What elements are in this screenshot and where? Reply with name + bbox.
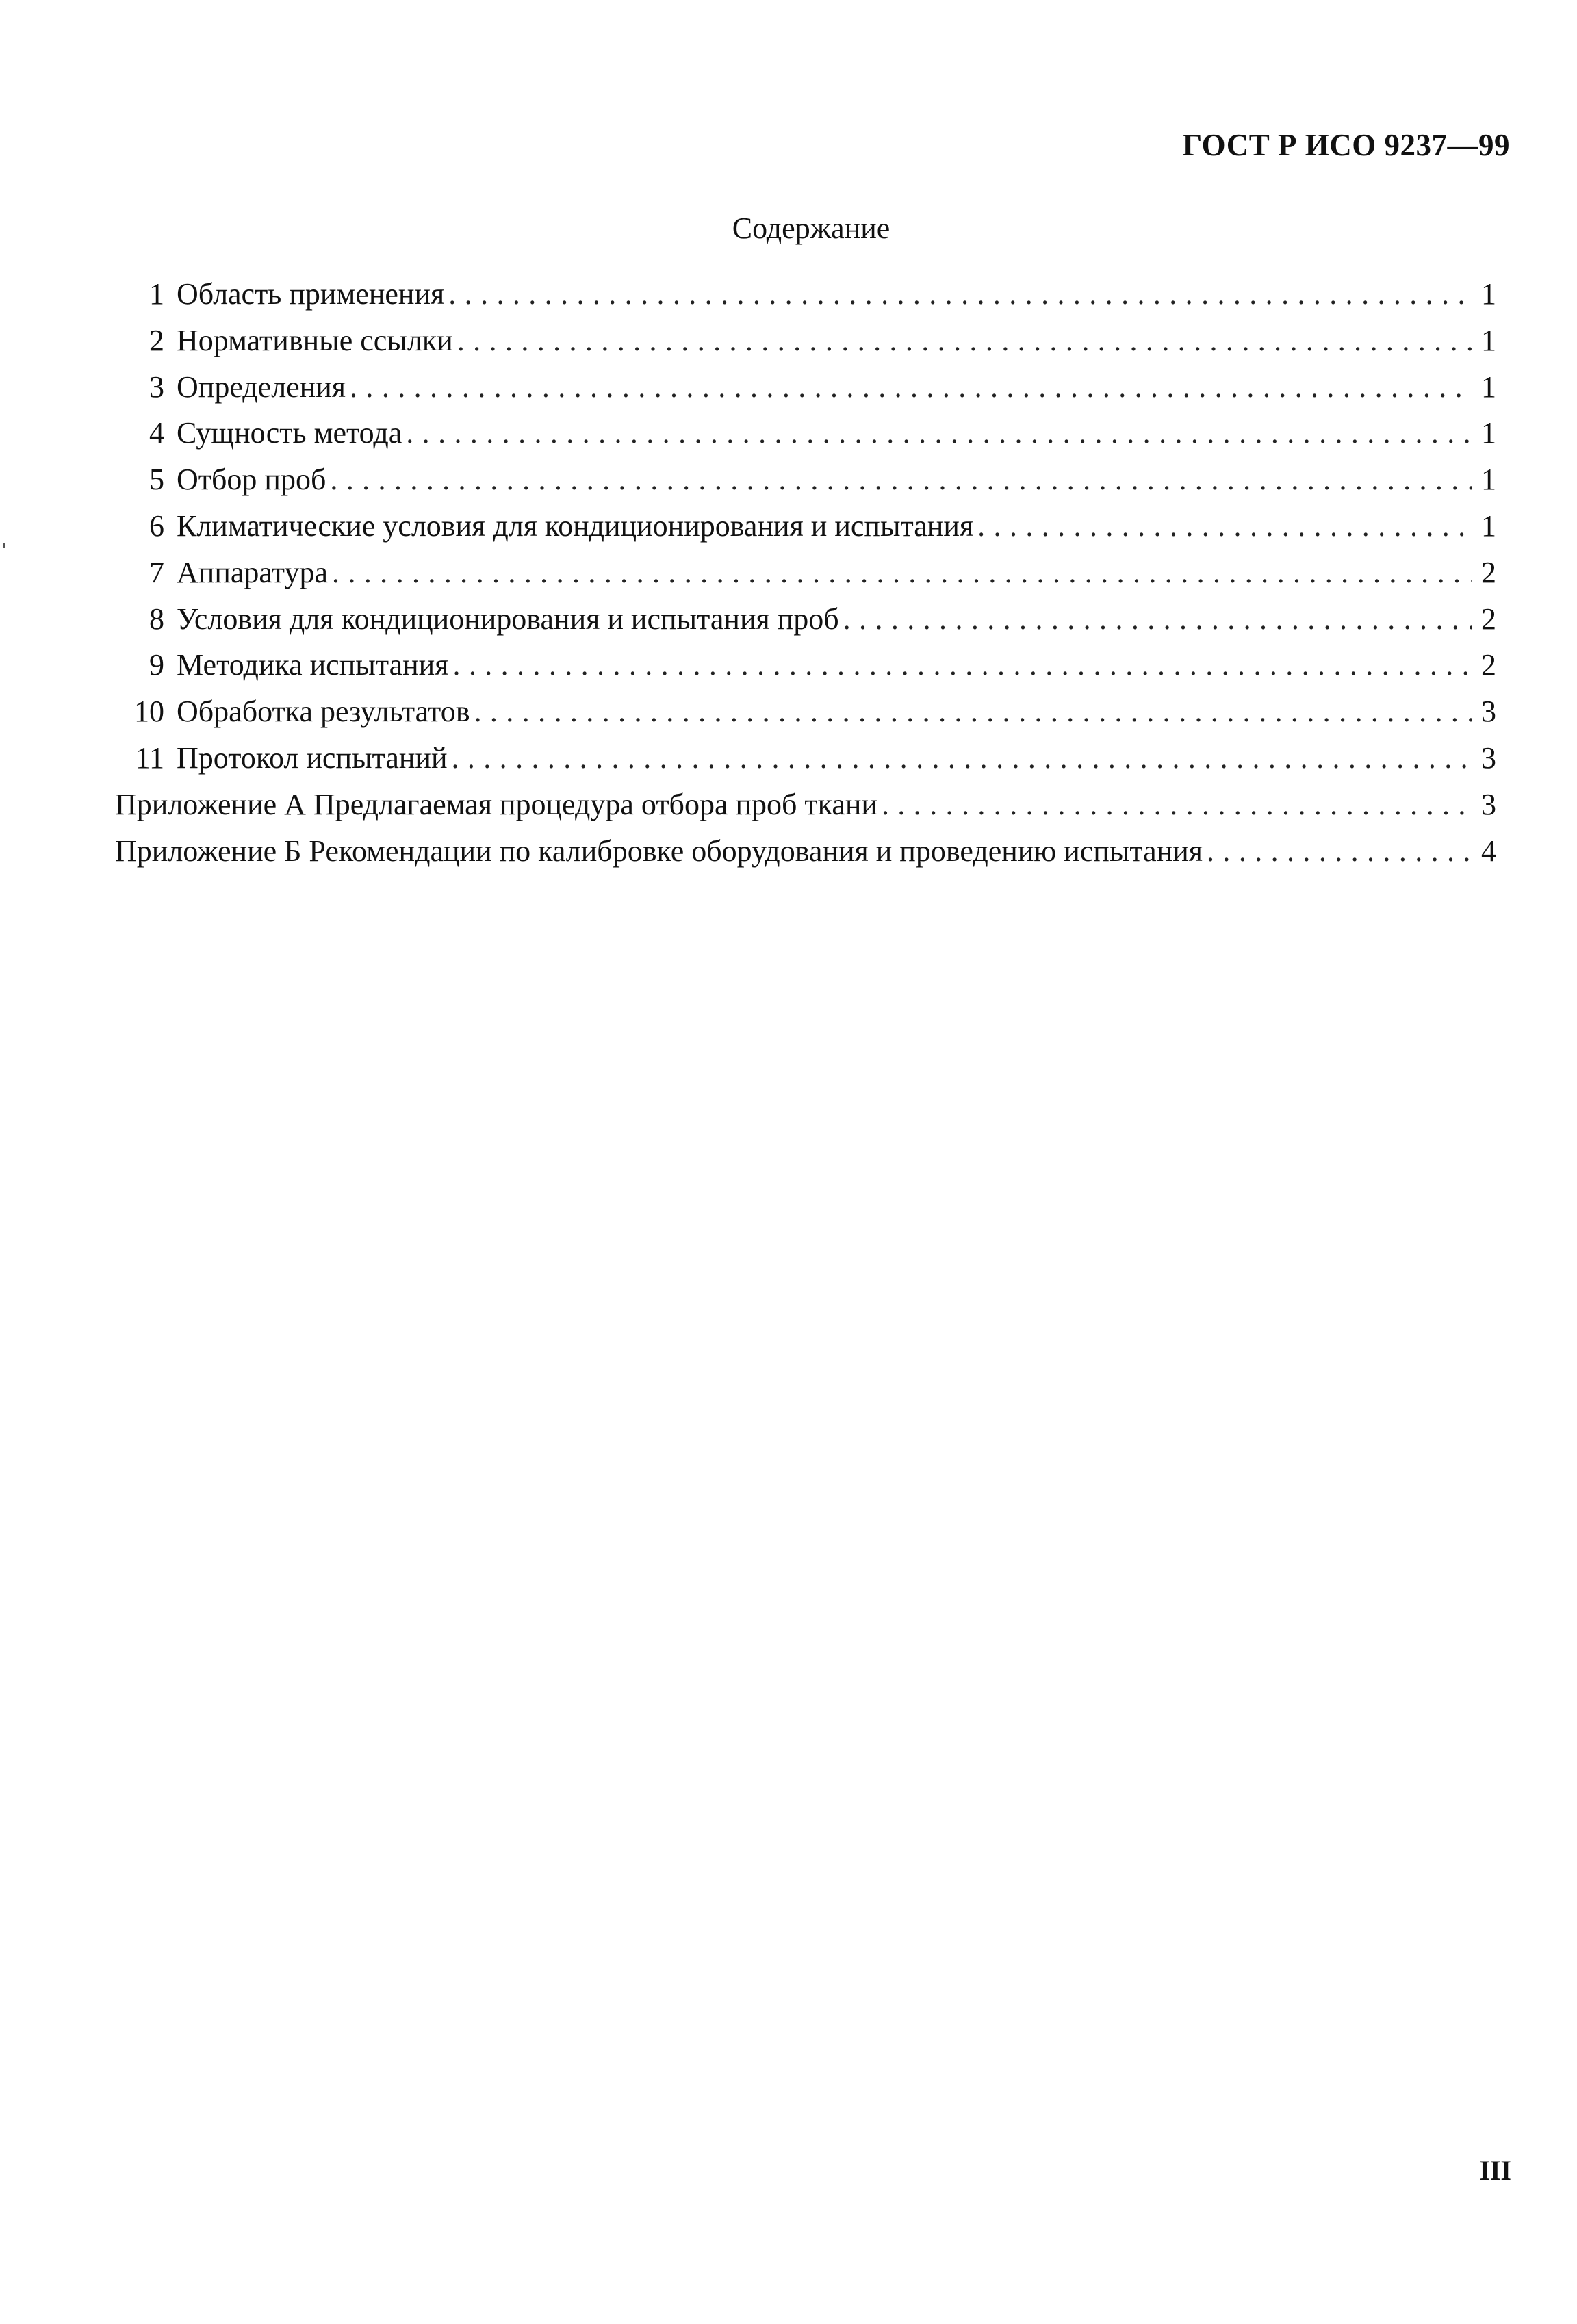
toc-entry-number: 6 <box>149 508 164 543</box>
toc-entry-title: Климатические условия для кондиционирования и испытания <box>177 508 974 543</box>
toc-appendix-entry[interactable] <box>115 782 1496 828</box>
toc-entry-number: 1 <box>149 277 164 311</box>
toc-entry[interactable] <box>115 550 1496 596</box>
toc-entry[interactable] <box>115 596 1496 643</box>
toc-entry-number: 2 <box>149 323 164 357</box>
toc-entry-title: Отбор проб <box>177 463 326 497</box>
toc-entry-title: Определения <box>177 370 346 404</box>
toc-entry-title: Аппаратура <box>177 555 328 589</box>
toc-dot-leader <box>977 503 1472 550</box>
toc-dot-leader <box>451 735 1472 782</box>
toc-entry-title: Протокол испытаний <box>177 740 448 775</box>
toc-dot-leader <box>474 688 1472 735</box>
toc-dot-leader <box>406 410 1472 456</box>
document-code: ГОСТ Р ИСО 9237—99 <box>1182 128 1510 162</box>
toc-entry-number: 8 <box>149 602 164 636</box>
toc-entry-title: Область применения <box>177 277 445 311</box>
toc-entry-number: 4 <box>149 416 164 450</box>
toc-entry-page: 2 <box>1481 602 1496 636</box>
toc-appendix-entry[interactable] <box>115 828 1496 875</box>
toc-entry-page: 1 <box>1481 416 1496 450</box>
page-number: III <box>1479 2155 1511 2186</box>
toc-entry-page: 3 <box>1481 787 1496 821</box>
toc-entry-page: 4 <box>1481 834 1496 868</box>
toc-entry[interactable] <box>115 735 1496 782</box>
toc-entry-page: 1 <box>1481 463 1496 497</box>
toc-entry-title: Сущность метода <box>177 416 402 450</box>
toc-entry-page: 2 <box>1481 555 1496 589</box>
toc-entry[interactable] <box>115 318 1496 364</box>
toc-entry-page: 3 <box>1481 695 1496 729</box>
toc-dot-leader <box>350 364 1472 411</box>
toc-entry-number: 10 <box>134 695 164 729</box>
toc-entry-page: 1 <box>1481 323 1496 357</box>
toc-entry[interactable] <box>115 688 1496 735</box>
toc-entry-title: Обработка результатов <box>177 695 470 729</box>
toc-entry[interactable] <box>115 503 1496 550</box>
toc-entry[interactable] <box>115 456 1496 503</box>
toc-entry-title: Методика испытания <box>177 648 449 682</box>
toc-entry-title: Приложение А Предлагаемая процедура отбора проб ткани <box>115 787 877 821</box>
scan-margin-mark <box>3 543 5 548</box>
toc-entry[interactable] <box>115 364 1496 411</box>
toc-entry-number: 9 <box>149 648 164 682</box>
toc-entry[interactable] <box>115 642 1496 688</box>
toc-entry-title: Приложение Б Рекомендации по калибровке оборудования и проведению испытания <box>115 834 1203 868</box>
toc-entry-title: Нормативные ссылки <box>177 323 453 357</box>
table-of-contents <box>115 271 1496 874</box>
toc-dot-leader <box>332 550 1472 596</box>
toc-entry-title: Условия для кондиционирования и испытания проб <box>177 602 839 636</box>
toc-dot-leader <box>882 782 1472 828</box>
toc-entry[interactable] <box>115 271 1496 318</box>
toc-entry-page: 1 <box>1481 370 1496 404</box>
toc-entry[interactable] <box>115 410 1496 456</box>
toc-entry-page: 1 <box>1481 508 1496 543</box>
toc-dot-leader <box>330 456 1472 503</box>
toc-entry-page: 2 <box>1481 648 1496 682</box>
toc-entry-number: 5 <box>149 463 164 497</box>
toc-entry-page: 1 <box>1481 277 1496 311</box>
toc-title: Содержание <box>732 211 890 245</box>
toc-dot-leader <box>1207 828 1472 875</box>
toc-entry-page: 3 <box>1481 740 1496 775</box>
toc-dot-leader <box>448 271 1472 318</box>
toc-entry-number: 11 <box>135 740 164 775</box>
toc-dot-leader <box>843 596 1472 643</box>
toc-entry-number: 7 <box>149 555 164 589</box>
toc-dot-leader <box>457 318 1472 364</box>
toc-entry-number: 3 <box>149 370 164 404</box>
toc-dot-leader <box>452 642 1472 688</box>
